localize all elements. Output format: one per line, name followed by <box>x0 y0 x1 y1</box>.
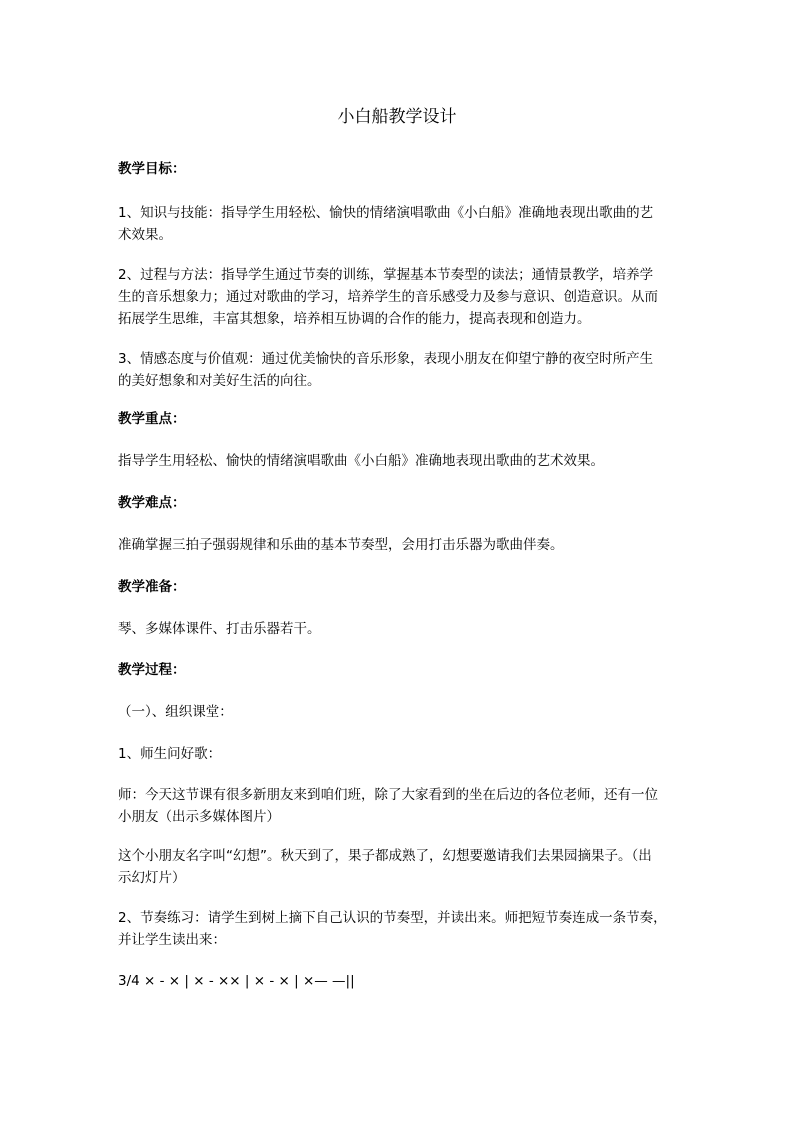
objective-2-line-2: 生的音乐想象力；通过对歌曲的学习，培养学生的音乐感受力及参与意识、创造意识。从而 <box>118 289 658 305</box>
teacher-speech-line-2: 小朋友（出示多媒体图片） <box>118 809 280 825</box>
intro-line-2: 示幻灯片） <box>118 870 186 886</box>
objectives-heading: 教学目标： <box>118 161 186 177</box>
key-points-heading: 教学重点： <box>118 411 186 427</box>
objective-3 <box>118 348 688 392</box>
difficulties-heading: 教学难点： <box>118 495 186 511</box>
document-title: 小白船教学设计 <box>337 107 457 127</box>
objective-3-line-2: 的美好想象和对美好生活的向往。 <box>118 373 321 389</box>
objective-1-line-2: 术效果。 <box>118 227 172 243</box>
objective-2-line-1: 2、过程与方法：指导学生通过节奏的训练，掌握基本节奏型的读法；通情景教学，培养学 <box>118 267 654 283</box>
rhythm-notation: 3/4 × - × | × - ×× | × - × | ×— —|| <box>118 973 355 989</box>
intro-paragraph <box>118 845 688 889</box>
rhythm-step <box>118 907 688 951</box>
process-step-1: 1、师生问好歌： <box>118 746 222 762</box>
preparation-heading: 教学准备： <box>118 579 186 595</box>
objective-1-line-1: 1、知识与技能：指导学生用轻松、愉快的情绪演唱歌曲《小白船》准确地表现出歌曲的艺 <box>118 205 654 221</box>
rhythm-step-line-2: 并让学生读出来： <box>118 932 226 948</box>
process-heading: 教学过程： <box>118 662 186 678</box>
objective-2-line-3: 拓展学生思维，丰富其想象，培养相互协调的合作的能力，提高表现和创造力。 <box>118 311 591 327</box>
objective-3-line-1: 3、情感态度与价值观：通过优美愉快的音乐形象，表现小朋友在仰望宁静的夜空时所产生 <box>118 351 654 367</box>
process-section-1: （一）、组织课堂： <box>118 704 233 720</box>
preparation-text: 琴、多媒体课件、打击乐器若干。 <box>118 621 321 637</box>
teacher-speech-line-1: 师：今天这节课有很多新朋友来到咱们班，除了大家看到的坐在后边的各位老师，还有一位 <box>118 787 658 803</box>
objective-2 <box>118 264 688 330</box>
intro-line-1: 这个小朋友名字叫“幻想”。秋天到了，果子都成熟了，幻想要邀请我们去果园摘果子。（出 <box>118 848 652 864</box>
difficulties-text: 准确掌握三拍子强弱规律和乐曲的基本节奏型，会用打击乐器为歌曲伴奏。 <box>118 537 564 553</box>
key-points-text: 指导学生用轻松、愉快的情绪演唱歌曲《小白船》准确地表现出歌曲的艺术效果。 <box>118 453 604 469</box>
rhythm-step-line-1: 2、节奏练习：请学生到树上摘下自己认识的节奏型，并读出来。师把短节奏连成一条节奏， <box>118 910 667 926</box>
objective-1 <box>118 202 688 246</box>
teacher-speech <box>118 784 688 828</box>
